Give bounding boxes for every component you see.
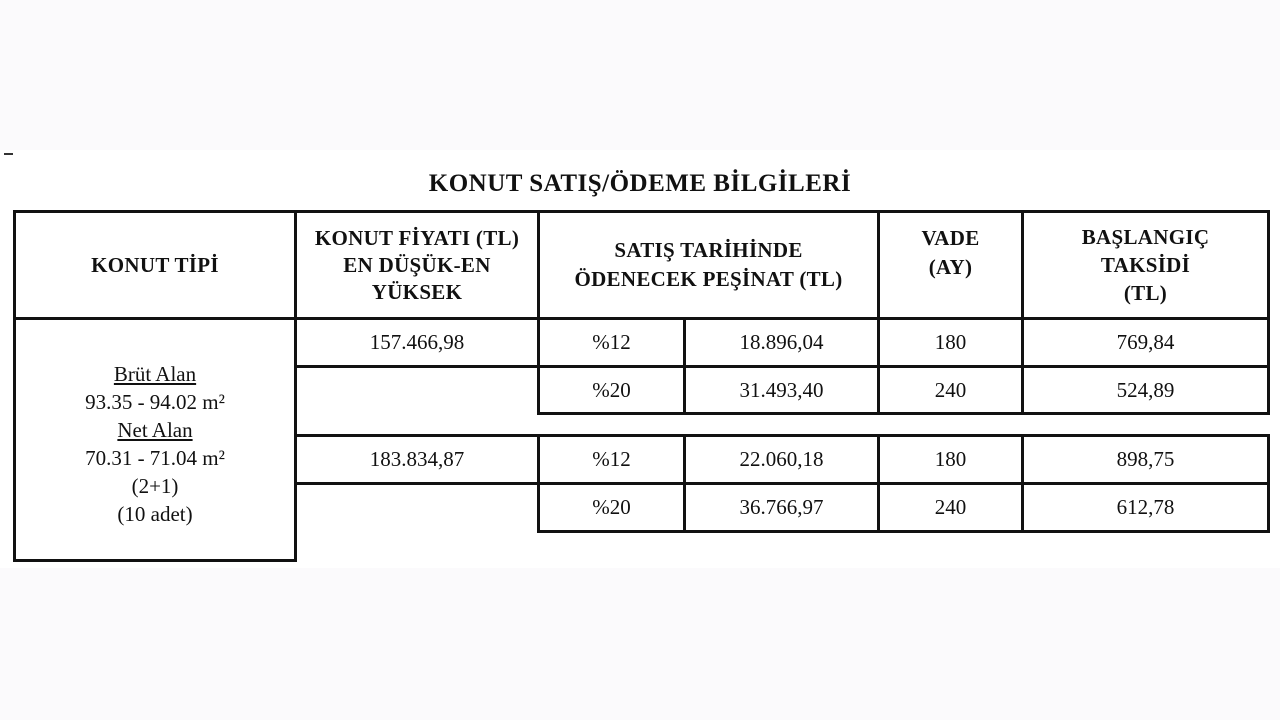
- unit-count: (10 adet): [117, 502, 193, 526]
- term-months: 180: [934, 330, 967, 354]
- gross-area-value: 93.35 - 94.02 m²: [85, 390, 225, 414]
- header-down-line1: SATIŞ TARİHİNDE: [614, 238, 803, 262]
- scan-mark: [4, 153, 13, 155]
- installment-amount: 898,75: [1116, 447, 1175, 471]
- header-inst-line1: BAŞLANGIÇ: [1081, 225, 1210, 249]
- gross-area-label: Brüt Alan: [113, 362, 197, 386]
- header-term-line1: VADE: [921, 226, 980, 250]
- price-value: 183.834,87: [369, 447, 465, 471]
- down-amount: 36.766,97: [739, 495, 824, 519]
- down-amount: 22.060,18: [739, 447, 824, 471]
- header-pesinat: [540, 213, 877, 317]
- header-baslangic-taksidi: [1024, 213, 1267, 317]
- header-price-line3: YÜKSEK: [371, 279, 463, 304]
- term-months: 240: [934, 377, 967, 402]
- down-rate: %12: [592, 330, 631, 354]
- net-area-label: Net Alan: [117, 418, 193, 442]
- header-konut-fiyati: [297, 213, 537, 317]
- header-inst-line3: (TL): [1123, 281, 1168, 305]
- header-inst-line2: TAKSİDİ: [1100, 253, 1191, 277]
- down-amount: 31.493,40: [739, 377, 824, 402]
- installment-amount: 769,84: [1116, 330, 1175, 354]
- price-value: 157.466,98: [369, 330, 465, 354]
- header-price-line2: EN DÜŞÜK-EN: [343, 252, 491, 277]
- down-rate: %12: [592, 447, 631, 471]
- down-amount: 18.896,04: [739, 330, 824, 354]
- header-vade: [880, 213, 1021, 293]
- document-title: KONUT SATIŞ/ÖDEME BİLGİLERİ: [428, 170, 852, 197]
- down-rate: %20: [592, 495, 631, 519]
- unit-type-details: [16, 320, 294, 560]
- term-months: 180: [934, 447, 967, 471]
- installment-amount: 524,89: [1116, 377, 1175, 402]
- term-months: 240: [934, 495, 967, 519]
- header-konut-tipi: [16, 213, 294, 317]
- header-konut-tipi-text: KONUT TİPİ: [91, 252, 219, 277]
- header-price-line1: KONUT FİYATI (TL): [314, 225, 520, 250]
- header-term-line2: (AY): [928, 255, 973, 279]
- net-area-value: 70.31 - 71.04 m²: [85, 446, 225, 470]
- room-layout: (2+1): [131, 474, 179, 498]
- installment-amount: 612,78: [1116, 495, 1175, 519]
- header-down-line2: ÖDENECEK PEŞİNAT (TL): [574, 267, 843, 291]
- down-rate: %20: [592, 377, 631, 402]
